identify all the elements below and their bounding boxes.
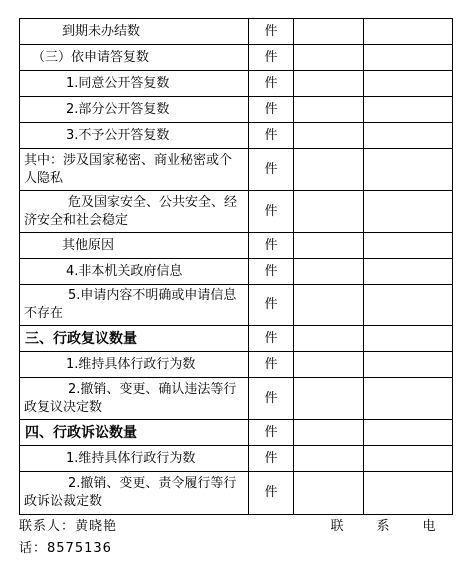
row-label: （三）依申请答复数 bbox=[32, 49, 150, 65]
table-row bbox=[20, 378, 453, 420]
unit-cell: 件 bbox=[249, 149, 294, 191]
table-row bbox=[20, 420, 453, 446]
row-label-cell bbox=[20, 326, 249, 352]
value-cell bbox=[294, 19, 364, 45]
statistics-table bbox=[19, 18, 453, 515]
value-cell bbox=[364, 378, 453, 420]
value-cell bbox=[294, 378, 364, 420]
row-label-cell bbox=[20, 352, 249, 378]
phone-number: 8575136 bbox=[47, 541, 112, 556]
table-row bbox=[20, 472, 453, 515]
row-label: 1.维持具体行政行为数 bbox=[66, 356, 196, 372]
phone-line bbox=[19, 537, 112, 556]
row-label-cell bbox=[20, 233, 249, 259]
value-cell bbox=[294, 149, 364, 191]
table-row bbox=[20, 233, 453, 259]
table-row bbox=[20, 19, 453, 45]
value-cell bbox=[364, 71, 453, 97]
table-row bbox=[20, 191, 453, 233]
table-row bbox=[20, 45, 453, 71]
unit-cell: 件 bbox=[249, 285, 294, 326]
row-label-cell bbox=[20, 19, 249, 45]
value-cell bbox=[294, 191, 364, 233]
section-heading: 四、行政诉讼数量 bbox=[25, 424, 137, 441]
value-cell bbox=[294, 97, 364, 123]
row-label-cell bbox=[20, 446, 249, 472]
value-cell bbox=[364, 352, 453, 378]
table-row bbox=[20, 285, 453, 326]
row-label: 2.撤销、变更、责令履行等行政诉讼裁定数 bbox=[24, 476, 237, 509]
row-label-cell bbox=[20, 378, 249, 420]
value-cell bbox=[364, 326, 453, 352]
value-cell bbox=[364, 19, 453, 45]
value-cell bbox=[364, 123, 453, 149]
phone-label-spaced bbox=[314, 515, 452, 534]
unit-cell: 件 bbox=[249, 191, 294, 233]
row-label: 2.部分公开答复数 bbox=[66, 101, 170, 117]
unit-cell: 件 bbox=[249, 446, 294, 472]
value-cell bbox=[294, 259, 364, 285]
value-cell bbox=[364, 149, 453, 191]
unit-cell: 件 bbox=[249, 378, 294, 420]
row-label-cell bbox=[20, 123, 249, 149]
row-label-cell bbox=[20, 149, 249, 191]
row-label-cell bbox=[20, 191, 249, 233]
row-label-cell bbox=[20, 472, 249, 515]
section-heading: 三、行政复议数量 bbox=[25, 330, 137, 347]
unit-cell: 件 bbox=[249, 259, 294, 285]
value-cell bbox=[364, 259, 453, 285]
row-label: 5.申请内容不明确或申请信息不存在 bbox=[24, 288, 237, 321]
unit-cell: 件 bbox=[249, 326, 294, 352]
unit-cell: 件 bbox=[249, 420, 294, 446]
value-cell bbox=[364, 446, 453, 472]
table-row bbox=[20, 123, 453, 149]
row-label: 其他原因 bbox=[62, 237, 115, 253]
value-cell bbox=[294, 285, 364, 326]
row-label-cell bbox=[20, 71, 249, 97]
value-cell bbox=[294, 233, 364, 259]
table-row bbox=[20, 326, 453, 352]
phone-label-char: 电 bbox=[422, 519, 436, 534]
row-label: 1.维持具体行政行为数 bbox=[66, 450, 196, 466]
table-row bbox=[20, 259, 453, 285]
phone-label-char: 系 bbox=[376, 519, 390, 534]
unit-cell: 件 bbox=[249, 19, 294, 45]
value-cell bbox=[294, 472, 364, 515]
unit-cell: 件 bbox=[249, 472, 294, 515]
table-row bbox=[20, 71, 453, 97]
row-label: 3.不予公开答复数 bbox=[66, 127, 170, 143]
row-label-cell bbox=[20, 420, 249, 446]
value-cell bbox=[364, 420, 453, 446]
value-cell bbox=[294, 326, 364, 352]
contact-person: 联系人：黄晓艳 bbox=[19, 519, 118, 534]
table-row bbox=[20, 149, 453, 191]
phone-label-char: 联 bbox=[330, 519, 344, 534]
row-label: 到期未办结数 bbox=[62, 23, 141, 39]
row-label-cell bbox=[20, 259, 249, 285]
row-label-cell bbox=[20, 97, 249, 123]
value-cell bbox=[364, 472, 453, 515]
unit-cell: 件 bbox=[249, 123, 294, 149]
row-label: 1.同意公开答复数 bbox=[66, 75, 170, 91]
value-cell bbox=[294, 446, 364, 472]
value-cell bbox=[364, 233, 453, 259]
unit-cell: 件 bbox=[249, 97, 294, 123]
value-cell bbox=[364, 45, 453, 71]
table-row bbox=[20, 446, 453, 472]
row-label: 危及国家安全、公共安全、经济安全和社会稳定 bbox=[24, 194, 238, 228]
value-cell bbox=[294, 352, 364, 378]
value-cell bbox=[294, 45, 364, 71]
table-row bbox=[20, 352, 453, 378]
table-row bbox=[20, 97, 453, 123]
row-label: 2.撤销、变更、确认违法等行政复议决定数 bbox=[24, 381, 237, 415]
unit-cell: 件 bbox=[249, 233, 294, 259]
unit-cell: 件 bbox=[249, 352, 294, 378]
value-cell bbox=[294, 123, 364, 149]
value-cell bbox=[364, 285, 453, 326]
value-cell bbox=[364, 191, 453, 233]
value-cell bbox=[364, 97, 453, 123]
row-label-cell bbox=[20, 285, 249, 326]
row-label-cell bbox=[20, 45, 249, 71]
row-label: 其中：涉及国家秘密、商业秘密或个人隐私 bbox=[24, 152, 233, 186]
row-label: 4.非本机关政府信息 bbox=[66, 263, 183, 279]
phone-label-tail: 话： bbox=[19, 541, 48, 556]
unit-cell: 件 bbox=[249, 45, 294, 71]
value-cell bbox=[294, 420, 364, 446]
value-cell bbox=[294, 71, 364, 97]
unit-cell: 件 bbox=[249, 71, 294, 97]
